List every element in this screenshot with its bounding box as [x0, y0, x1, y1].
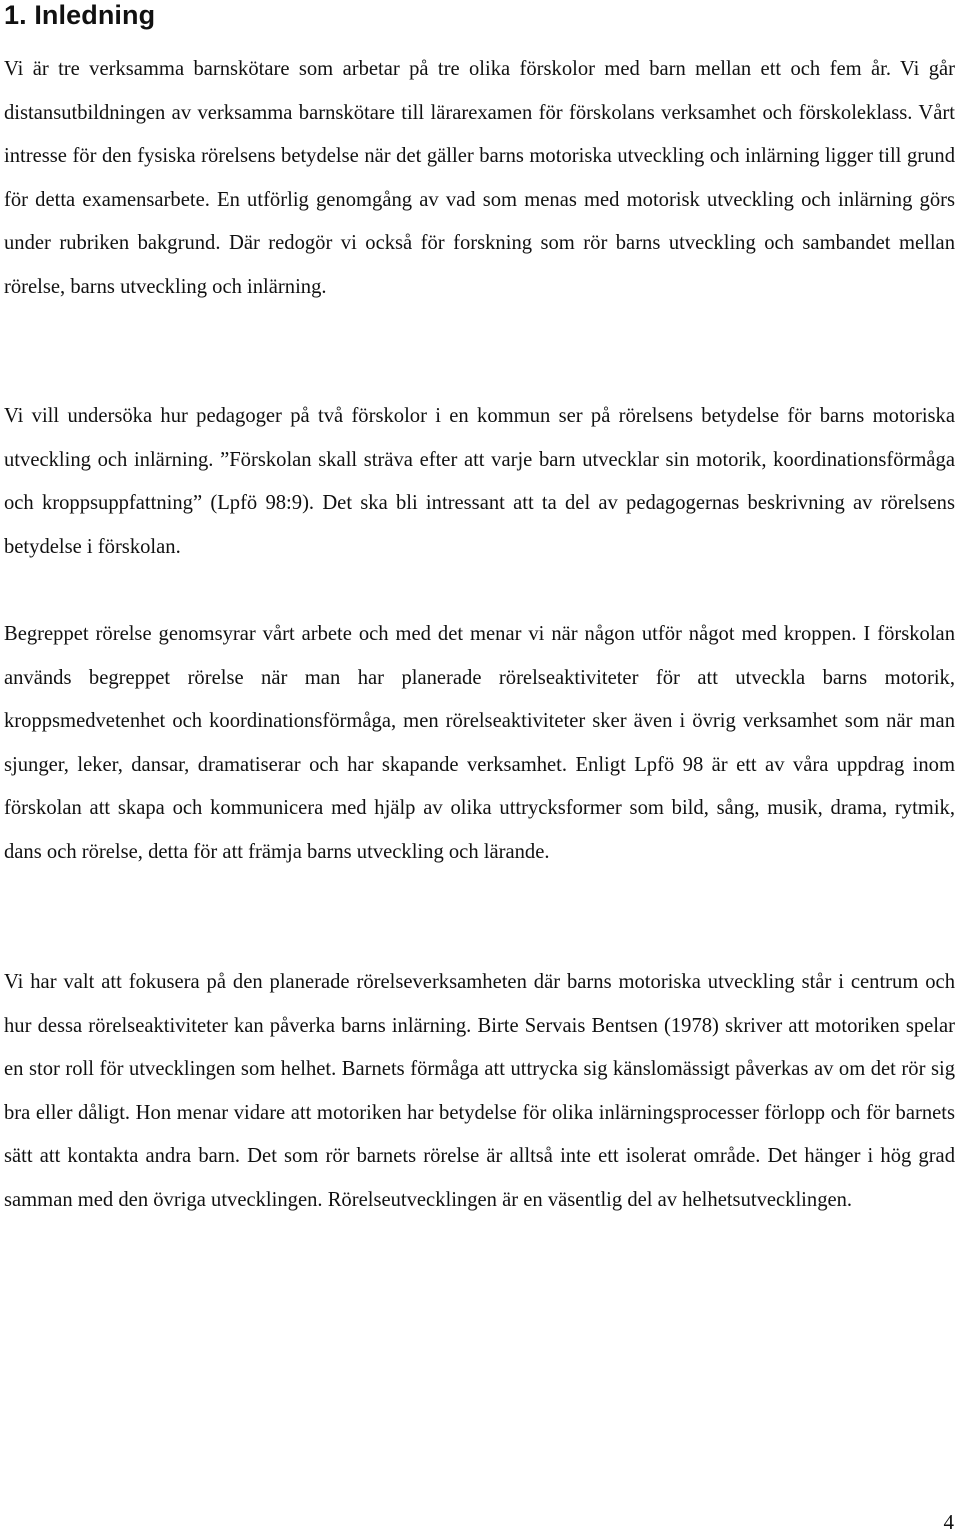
paragraph-3: Begreppet rörelse genomsyrar vårt arbete och med det menar vi när någon utför något med kroppen. I förskolan används begreppet rörelse när man har planerade rörelseaktiviteter för att utveckla barns motorik, kroppsmedvetenhet och koordinationsförmåga, men rörelseaktiviteter sker även i övrig verksamhet som när man sjunger, leker, dansar, dramatiserar och har skapande verksamhet. Enligt Lpfö 98 är ett av våra uppdrag inom förskolan att skapa och kommunicera med hjälp av olika uttrycksformer som bild, sång, musik, drama, rytmik, dans och rörelse, detta för att främja barns utveckling och lärande.: [4, 623, 955, 863]
section-heading: 1. Inledning: [4, 0, 156, 30]
page-number: 4: [943, 1510, 954, 1534]
paragraph-4: Vi har valt att fokusera på den planerade rörelseverksamheten där barns motoriska utveckling står i centrum och hur dessa rörelseaktiviteter kan påverka barns inlärning. Birte Servais Bentsen (1978) skriver att motoriken spelar en stor roll för utvecklingen som helhet. Barnets förmåga att uttrycka sig känslomässigt påverkas av om det rör sig bra eller dåligt. Hon menar vidare att motoriken har betydelse för olika inlärningsprocesser förlopp och för barnets sätt att kontakta andra barn. Det som rör barnets rörelse är alltså inte ett isolerat område. Det hänger i hög grad samman med den övriga utvecklingen. Rörelseutvecklingen är en väsentlig del av helhetsutvecklingen.: [4, 971, 955, 1211]
paragraph-2: Vi vill undersöka hur pedagoger på två förskolor i en kommun ser på rörelsens betydelse för barns motoriska utveckling och inlärning. ”Förskolan skall sträva efter att varje barn utvecklar sin motorik, koordinationsförmåga och kroppsuppfattning” (Lpfö 98:9). Det ska bli intressant att ta del av pedagogernas beskrivning av rörelsens betydelse i förskolan.: [4, 405, 955, 558]
paragraph-1: Vi är tre verksamma barnskötare som arbetar på tre olika förskolor med barn mellan ett och fem år. Vi går distansutbildningen av verksamma barnskötare till lärarexamen för förskolans verksamhet och förskoleklass. Vårt intresse för den fysiska rörelsens betydelse när det gäller barns motoriska utveckling och inlärning ligger till grund för detta examensarbete. En utförlig genomgång av vad som menas med motorisk utveckling och inlärning görs under rubriken bakgrund. Där redogör vi också för forskning som rör barns utveckling och sambandet mellan rörelse, barns utveckling och inlärning.: [4, 58, 955, 298]
